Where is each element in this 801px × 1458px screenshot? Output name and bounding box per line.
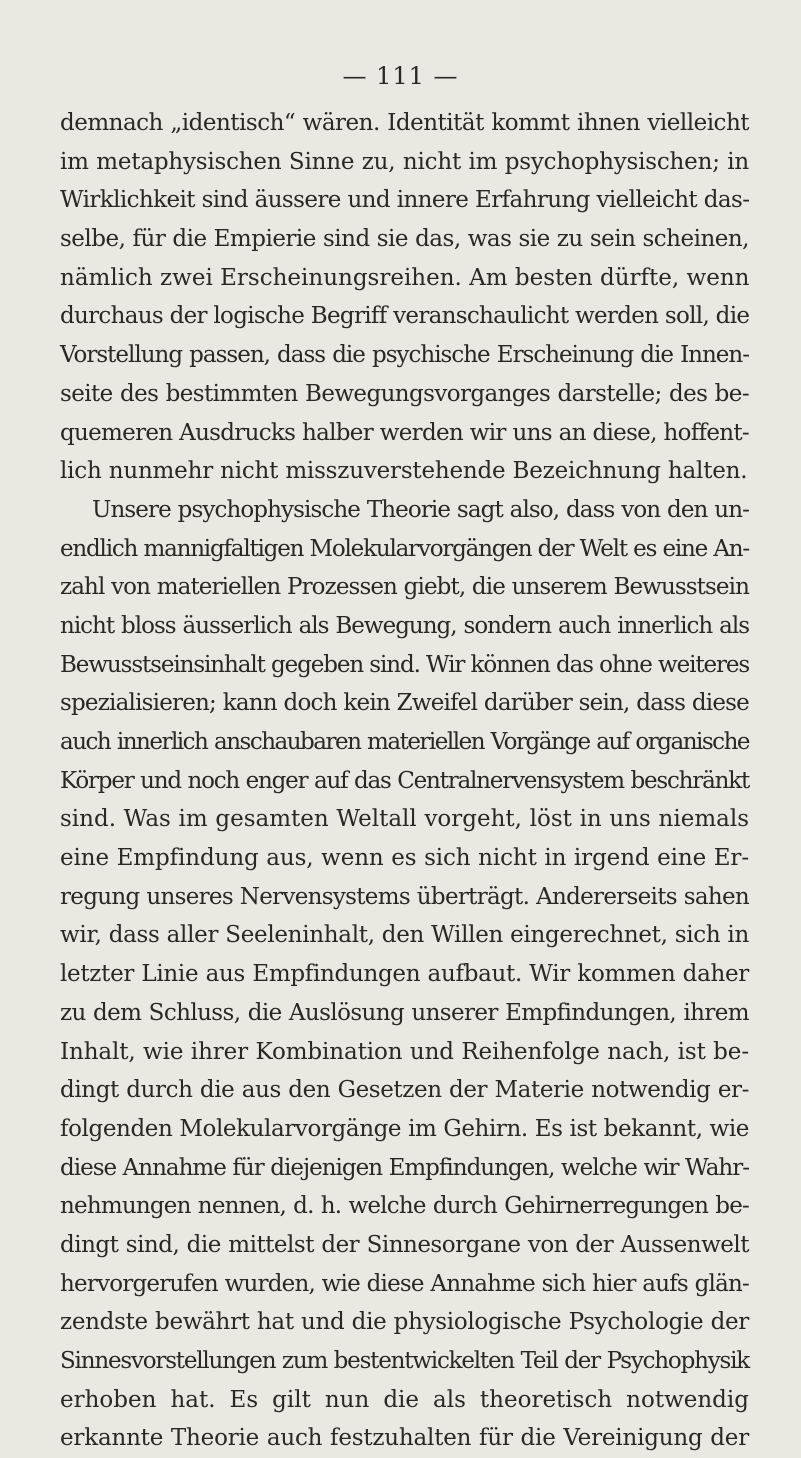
- text-line: zahl von materiellen Prozessen giebt, die unserem Bewusstsein: [60, 574, 749, 601]
- text-line: demnach „identisch“ wären. Identität kommt ihnen vielleicht: [60, 110, 749, 136]
- text-line: im metaphysischen Sinne zu, nicht im psychophysischen; in: [60, 148, 749, 175]
- text-line: wir, dass aller Seeleninhalt, den Willen eingerechnet, sich in: [60, 922, 749, 949]
- text-line: endlich mannigfaltigen Molekularvorgängen der Welt es eine An-: [60, 535, 749, 562]
- text-line: sind. Was im gesamten Weltall vorgeht, löst in uns niemals: [60, 806, 749, 833]
- text-line: dingt sind, die mittelst der Sinnesorgane von der Aussenwelt: [60, 1231, 749, 1258]
- text-line: quemeren Ausdrucks halber werden wir uns an diese, hoffent-: [60, 419, 749, 446]
- text-line: hervorgerufen wurden, wie diese Annahme sich hier aufs glän-: [60, 1270, 749, 1297]
- text-line: selbe, für die Empierie sind sie das, was sie zu sein scheinen,: [60, 226, 749, 253]
- text-line: eine Empfindung aus, wenn es sich nicht in irgend eine Er-: [60, 845, 749, 872]
- text-line: diese Annahme für diejenigen Empfindungen, welche wir Wahr-: [60, 1154, 749, 1181]
- text-line: Sinnesvorstellungen zum bestentwickelten Teil der Psychophysik: [60, 1348, 749, 1374]
- page-number: — 111 —: [342, 62, 459, 90]
- text-line: Vorstellung passen, dass die psychische Erscheinung die Innen-: [60, 342, 749, 369]
- body-text: [60, 104, 749, 1458]
- text-line: nicht bloss äusserlich als Bewegung, sondern auch innerlich als: [60, 612, 749, 639]
- text-line: Wirklichkeit sind äussere und innere Erfahrung vielleicht das-: [60, 187, 750, 214]
- text-line: Inhalt, wie ihrer Kombination und Reihenfolge nach, ist be-: [60, 1038, 749, 1065]
- text-line: spezialisieren; kann doch kein Zweifel darüber sein, dass diese: [60, 690, 749, 717]
- text-line: durchaus der logische Begriff veranschaulicht werden soll, die: [60, 303, 750, 330]
- text-line: auch innerlich anschaubaren materiellen Vorgänge auf organische: [60, 729, 749, 755]
- text-line: erhoben hat. Es gilt nun die als theoretisch notwendig: [60, 1386, 749, 1413]
- text-line: seite des bestimmten Bewegungsvorganges darstelle; des be-: [60, 380, 749, 407]
- text-line: letzter Linie aus Empfindungen aufbaut. Wir kommen daher: [60, 961, 749, 988]
- text-line: zendste bewährt hat und die physiologische Psychologie der: [60, 1309, 749, 1336]
- text-line: Unsere psychophysische Theorie sagt also, dass von den un-: [92, 496, 749, 523]
- text-line: nehmungen nennen, d. h. welche durch Gehirnerregungen be-: [60, 1193, 749, 1220]
- text-line: Bewusstseinsinhalt gegeben sind. Wir können das ohne weiteres: [60, 651, 750, 678]
- text-line: dingt durch die aus den Gesetzen der Materie notwendig er-: [60, 1077, 749, 1104]
- text-line: erkannte Theorie auch festzuhalten für die Vereinigung der: [60, 1425, 749, 1452]
- text-line: lich nunmehr nicht misszuverstehende Bezeichnung halten.: [60, 458, 748, 485]
- text-line: regung unseres Nervensystems überträgt. Andererseits sahen: [60, 883, 749, 910]
- text-line: zu dem Schluss, die Auslösung unserer Empfindungen, ihrem: [60, 999, 749, 1026]
- text-line: nämlich zwei Erscheinungsreihen. Am besten dürfte, wenn: [60, 264, 750, 291]
- text-line: folgenden Molekularvorgänge im Gehirn. Es ist bekannt, wie: [60, 1115, 749, 1142]
- text-line: Körper und noch enger auf das Centralnervensystem beschränkt: [60, 767, 749, 794]
